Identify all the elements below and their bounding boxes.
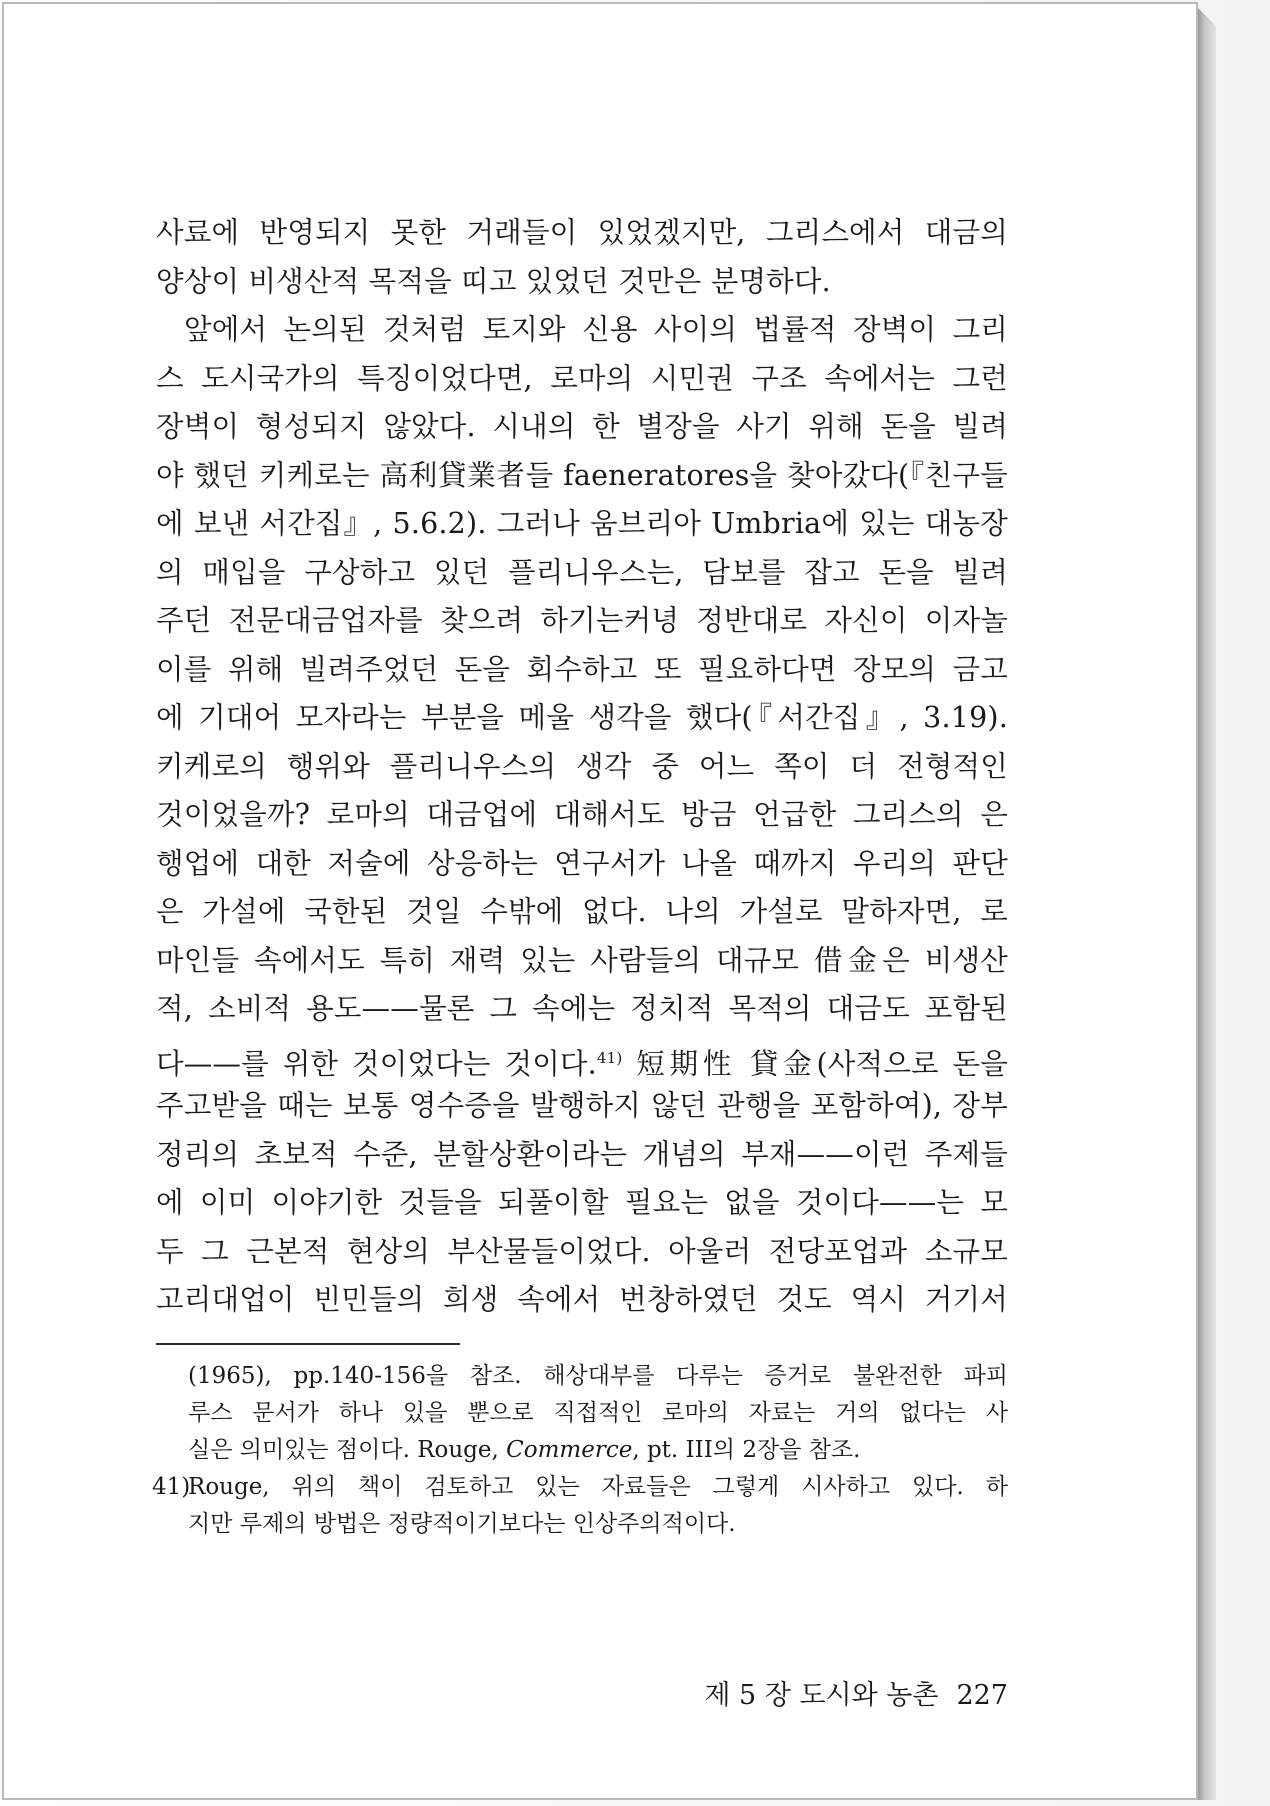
body-line: 두 그 근본적 현상의 부산물들이었다. 아울러 전당포업과 소규모 bbox=[156, 1234, 1008, 1268]
footnote-line bbox=[188, 1432, 1008, 1469]
body-line: 행업에 대한 저술에 상응하는 연구서가 나올 때까지 우리의 판단 bbox=[156, 846, 1008, 880]
body-line: 앞에서 논의된 것처럼 토지와 신용 사이의 법률적 장벽이 그리 bbox=[184, 313, 1008, 346]
chapter-title: 제 5 장 도시와 농촌 bbox=[704, 1680, 939, 1711]
body-line: 주던 전문대금업자를 찾으려 하기는커녕 정반대로 자신이 이자놀 bbox=[156, 604, 1008, 637]
footnote-number: 41) bbox=[152, 1474, 191, 1500]
footnote-text: , pt. III의 2장을 참조. bbox=[632, 1437, 861, 1463]
body-line: 고리대업이 빈민들의 희생 속에서 번창하였던 것도 역시 거기서 bbox=[156, 1283, 1008, 1316]
body-line: 적, 소비적 용도——물론 그 속에는 정치적 목적의 대금도 포함된 bbox=[156, 992, 1008, 1025]
body-line: 주고받을 때는 보통 영수증을 발행하지 않던 관행을 포함하여), 장부 bbox=[156, 1089, 1008, 1122]
footnote-line: (1965), pp.140-156을 참조. 해상대부를 다루는 증거로 불완전한 파피 bbox=[188, 1363, 1008, 1389]
body-text bbox=[156, 209, 1008, 1325]
body-line: 마인들 속에서도 특히 재력 있는 사람들의 대규모 借金은 비생산 bbox=[156, 943, 1008, 977]
footnote-line: 지만 루제의 방법은 정량적이기보다는 인상주의적이다. bbox=[188, 1511, 736, 1537]
page-number: 227 bbox=[956, 1680, 1008, 1711]
body-line: 야 했던 키케로는 高利貸業者들 faeneratores을 찾아갔다(『친구들 bbox=[156, 458, 1008, 492]
body-line: 사료에 반영되지 못한 거래들이 있었겠지만, 그리스에서 대금의 bbox=[156, 216, 1008, 249]
body-line: 양상이 비생산적 목적을 띠고 있었던 것만은 분명하다. bbox=[156, 264, 831, 298]
body-line: 은 가설에 국한된 것일 수밖에 없다. 나의 가설로 말하자면, 로 bbox=[156, 895, 1008, 928]
body-line: 이를 위해 빌려주었던 돈을 회수하고 또 필요하다면 장모의 금고 bbox=[156, 652, 1008, 686]
footnote-reference[interactable]: 41) bbox=[596, 1048, 623, 1067]
page-edge-shadow bbox=[1198, 8, 1216, 1800]
body-line: 에 이미 이야기한 것들을 되풀이할 필요는 없을 것이다——는 모 bbox=[156, 1186, 1008, 1219]
footnote-line: 루스 문서가 하나 있을 뿐으로 직접적인 로마의 자료는 거의 없다는 사 bbox=[188, 1400, 1008, 1426]
body-line: 에 보낸 서간집』, 5.6.2). 그러나 움브리아 Umbria에 있는 대농장 bbox=[156, 507, 1008, 540]
body-line: 장벽이 형성되지 않았다. 시내의 한 별장을 사기 위해 돈을 빌려 bbox=[156, 410, 1008, 443]
body-line: 에 기대어 모자라는 부분을 메울 생각을 했다(『서간집』, 3.19). bbox=[156, 701, 1008, 734]
body-line-text: 短期性 貸金(사적으로 돈을 bbox=[622, 1047, 1008, 1080]
body-line: 스 도시국가의 특징이었다면, 로마의 시민권 구조 속에서는 그런 bbox=[156, 361, 1008, 395]
book-page bbox=[2, 2, 1198, 1800]
body-line-with-footnote bbox=[156, 1034, 1008, 1083]
body-line-text: 다——를 위한 것이었다는 것이다. bbox=[156, 1047, 597, 1080]
body-line: 키케로의 행위와 플리니우스의 생각 중 어느 쪽이 더 전형적인 bbox=[156, 749, 1008, 783]
body-line: 정리의 초보적 수준, 분할상환이라는 개념의 부재——이런 주제들 bbox=[156, 1137, 1008, 1171]
footnote-text: Rouge, 위의 책이 검토하고 있는 자료들은 그렇게 시사하고 있다. 하 bbox=[188, 1474, 1008, 1500]
running-footer bbox=[690, 1674, 1008, 1718]
body-line: 의 매입을 구상하고 있던 플리니우스는, 담보를 잡고 돈을 빌려 bbox=[156, 555, 1008, 589]
footnote-text: 실은 의미있는 점이다. Rouge, bbox=[188, 1437, 499, 1463]
footnote-divider bbox=[156, 1343, 460, 1345]
body-line: 것이었을까? 로마의 대금업에 대해서도 방금 언급한 그리스의 은 bbox=[156, 798, 1008, 831]
footnote-41-line bbox=[152, 1469, 1008, 1506]
footnotes bbox=[152, 1358, 1008, 1543]
footnote-italic-title: Commerce bbox=[498, 1437, 633, 1463]
